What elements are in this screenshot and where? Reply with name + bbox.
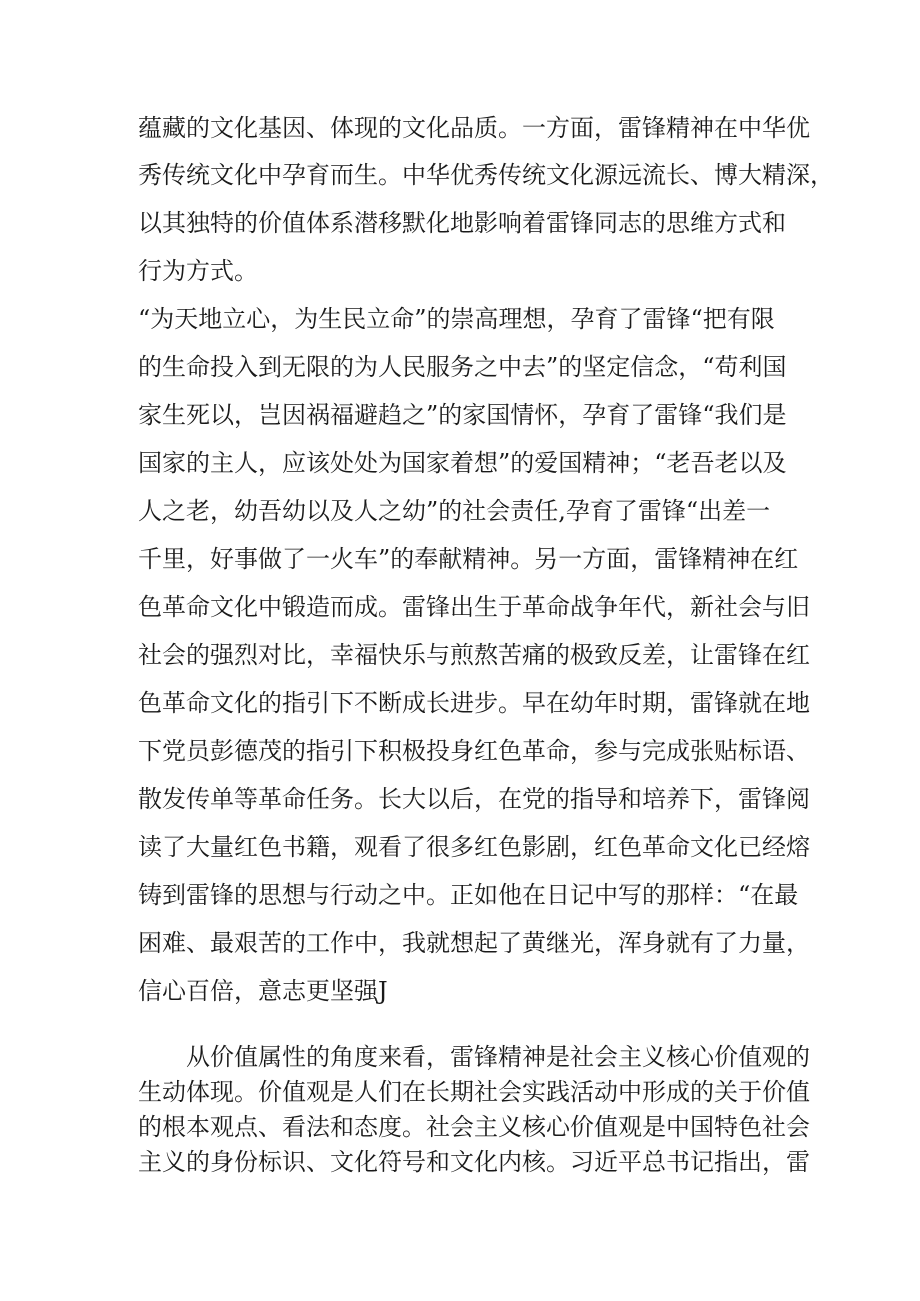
text-line: 千里，好事做了一火车”的奉献精神。另一方面，雷锋精神在红 (138, 545, 799, 573)
text-line: 秀传统文化中孕育而生。中华优秀传统文化源远流长、博大精深， (138, 161, 834, 189)
text-line: 信心百倍，意志更坚强J (138, 977, 388, 1005)
text-line: 的根本观点、看法和态度。社会主义核心价值观是中国特色社会 (138, 1113, 810, 1141)
paragraph-first-line: 从价值属性的角度来看，雷锋精神是社会主义核心价值观的 (186, 1043, 810, 1071)
text-line: 蕴藏的文化基因、体现的文化品质。一方面，雷锋精神在中华优 (138, 114, 810, 142)
text-line: 社会的强烈对比，幸福快乐与煎熬苦痛的极致反差，让雷锋在红 (138, 641, 810, 669)
text-line: 的生命投入到无限的为人民服务之中去”的坚定信念，“苟利国 (138, 353, 787, 381)
text-line: “为天地立心，为生民立命”的崇高理想，孕育了雷锋“把有限 (138, 305, 775, 333)
text-line: 下党员彭德茂的指引下积极投身红色革命，参与完成张贴标语、 (138, 737, 810, 765)
text-line: 散发传单等革命任务。长大以后，在党的指导和培养下，雷锋阅 (138, 785, 810, 813)
text-line: 家生死以，岂因祸福避趋之”的家国情怀，孕育了雷锋“我们是 (138, 401, 787, 429)
text-line: 困难、最艰苦的工作中，我就想起了黄继光，浑身就有了力量， (138, 929, 810, 957)
text-line: 色革命文化中锻造而成。雷锋出生于革命战争年代，新社会与旧 (138, 593, 810, 621)
text-line: 以其独特的价值体系潜移默化地影响着雷锋同志的思维方式和 (138, 209, 786, 237)
text-line: 色革命文化的指引下不断成长进步。早在幼年时期，雷锋就在地 (138, 689, 810, 717)
text-line: 主义的身份标识、文化符号和文化内核。习近平总书记指出，雷 (138, 1148, 810, 1176)
text-line: 国家的主人，应该处处为国家着想”的爱国精神；“老吾老以及 (138, 449, 787, 477)
text-line: 生动体现。价值观是人们在长期社会实践活动中形成的关于价值 (138, 1078, 810, 1106)
text-line: 人之老，幼吾幼以及人之幼”的社会责任,孕育了雷锋“出差一 (138, 497, 771, 525)
text-line: 读了大量红色书籍，观看了很多红色影剧，红色革命文化已经熔 (138, 833, 810, 861)
text-line: 铸到雷锋的思想与行动之中。正如他在日记中写的那样：“在最 (138, 881, 799, 909)
text-line: 行为方式。 (138, 257, 258, 285)
